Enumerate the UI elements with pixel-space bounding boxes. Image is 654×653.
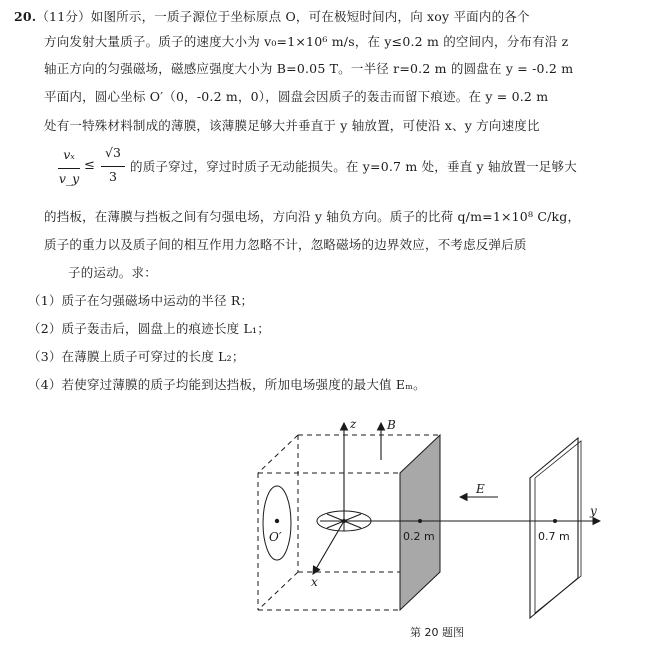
x-axis-label: x <box>311 575 318 589</box>
y-axis-label: y <box>590 504 597 518</box>
limit-numerator: √3 <box>105 145 121 160</box>
question-score: （11分） <box>36 9 91 24</box>
question-line-5: 处有一特殊材料制成的薄膜，该薄膜足够大并垂直于 y 轴放置，可使沿 x、y 方向速度比 <box>44 118 540 133</box>
question-line-4: 平面内，圆心坐标 O′（0，-0.2 m，0），圆盘会因质子的轰击而留下痕迹。在 y = 0.2 m <box>44 89 549 104</box>
question-line-6: 的挡板，在薄膜与挡板之间有匀强电场，方向沿 y 轴负方向。质子的比荷 q/m=1×10⁸ C/kg， <box>44 209 581 224</box>
subquestion-2: （2）质子轰击后，圆盘上的痕迹长度 L₁； <box>28 321 270 336</box>
disk-center-label: O′ <box>269 530 282 544</box>
question-line-3: 轴正方向的匀强磁场，磁感应强度大小为 B=0.05 T。一半径 r=0.2 m 的圆盘在 y = -0.2 m <box>44 61 574 76</box>
subquestion-4: （4）若使穿过薄膜的质子均能到达挡板，所加电场强度的最大值 Eₘ。 <box>28 377 426 392</box>
question-number: 20. <box>14 9 37 24</box>
disk-center <box>275 519 279 523</box>
board-position-label: 0.7 m <box>538 530 570 543</box>
subquestion-1: （1）质子在匀强磁场中运动的半径 R； <box>28 293 254 308</box>
ratio-denominator: v_y <box>58 171 80 186</box>
ratio-numerator: vₓ <box>63 147 75 162</box>
question-line-2: 方向发射大量质子。质子的速度大小为 v₀=1×10⁶ m/s，在 y≤0.2 m 的空间内，分布有沿 z <box>44 34 569 49</box>
film-position-label: 0.2 m <box>403 530 435 543</box>
b-field-label: B <box>387 418 396 432</box>
z-axis-label: z <box>350 417 357 431</box>
figure-caption: 第 20 题图 <box>410 626 464 639</box>
e-field-label: E <box>476 482 485 496</box>
ratio-tail-text: 的质子穿过，穿过时质子无动能损失。在 y=0.7 m 处，垂直 y 轴放置一足够大 <box>130 159 577 174</box>
relation-sign: ≤ <box>84 158 95 173</box>
limit-denominator: 3 <box>109 169 117 184</box>
question-line-8: 子的运动。求： <box>68 265 157 280</box>
subquestion-3: （3）在薄膜上质子可穿过的长度 L₂； <box>28 349 245 364</box>
question-text-1: 如图所示，一质子源位于坐标原点 O，可在极短时间内，向 xoy 平面内的各个 <box>90 9 530 24</box>
question-line-7: 质子的重力以及质子间的相互作用力忽略不计，忽略磁场的边界效应，不考虑反弹后质 <box>44 237 527 252</box>
baffle-board <box>530 438 581 618</box>
